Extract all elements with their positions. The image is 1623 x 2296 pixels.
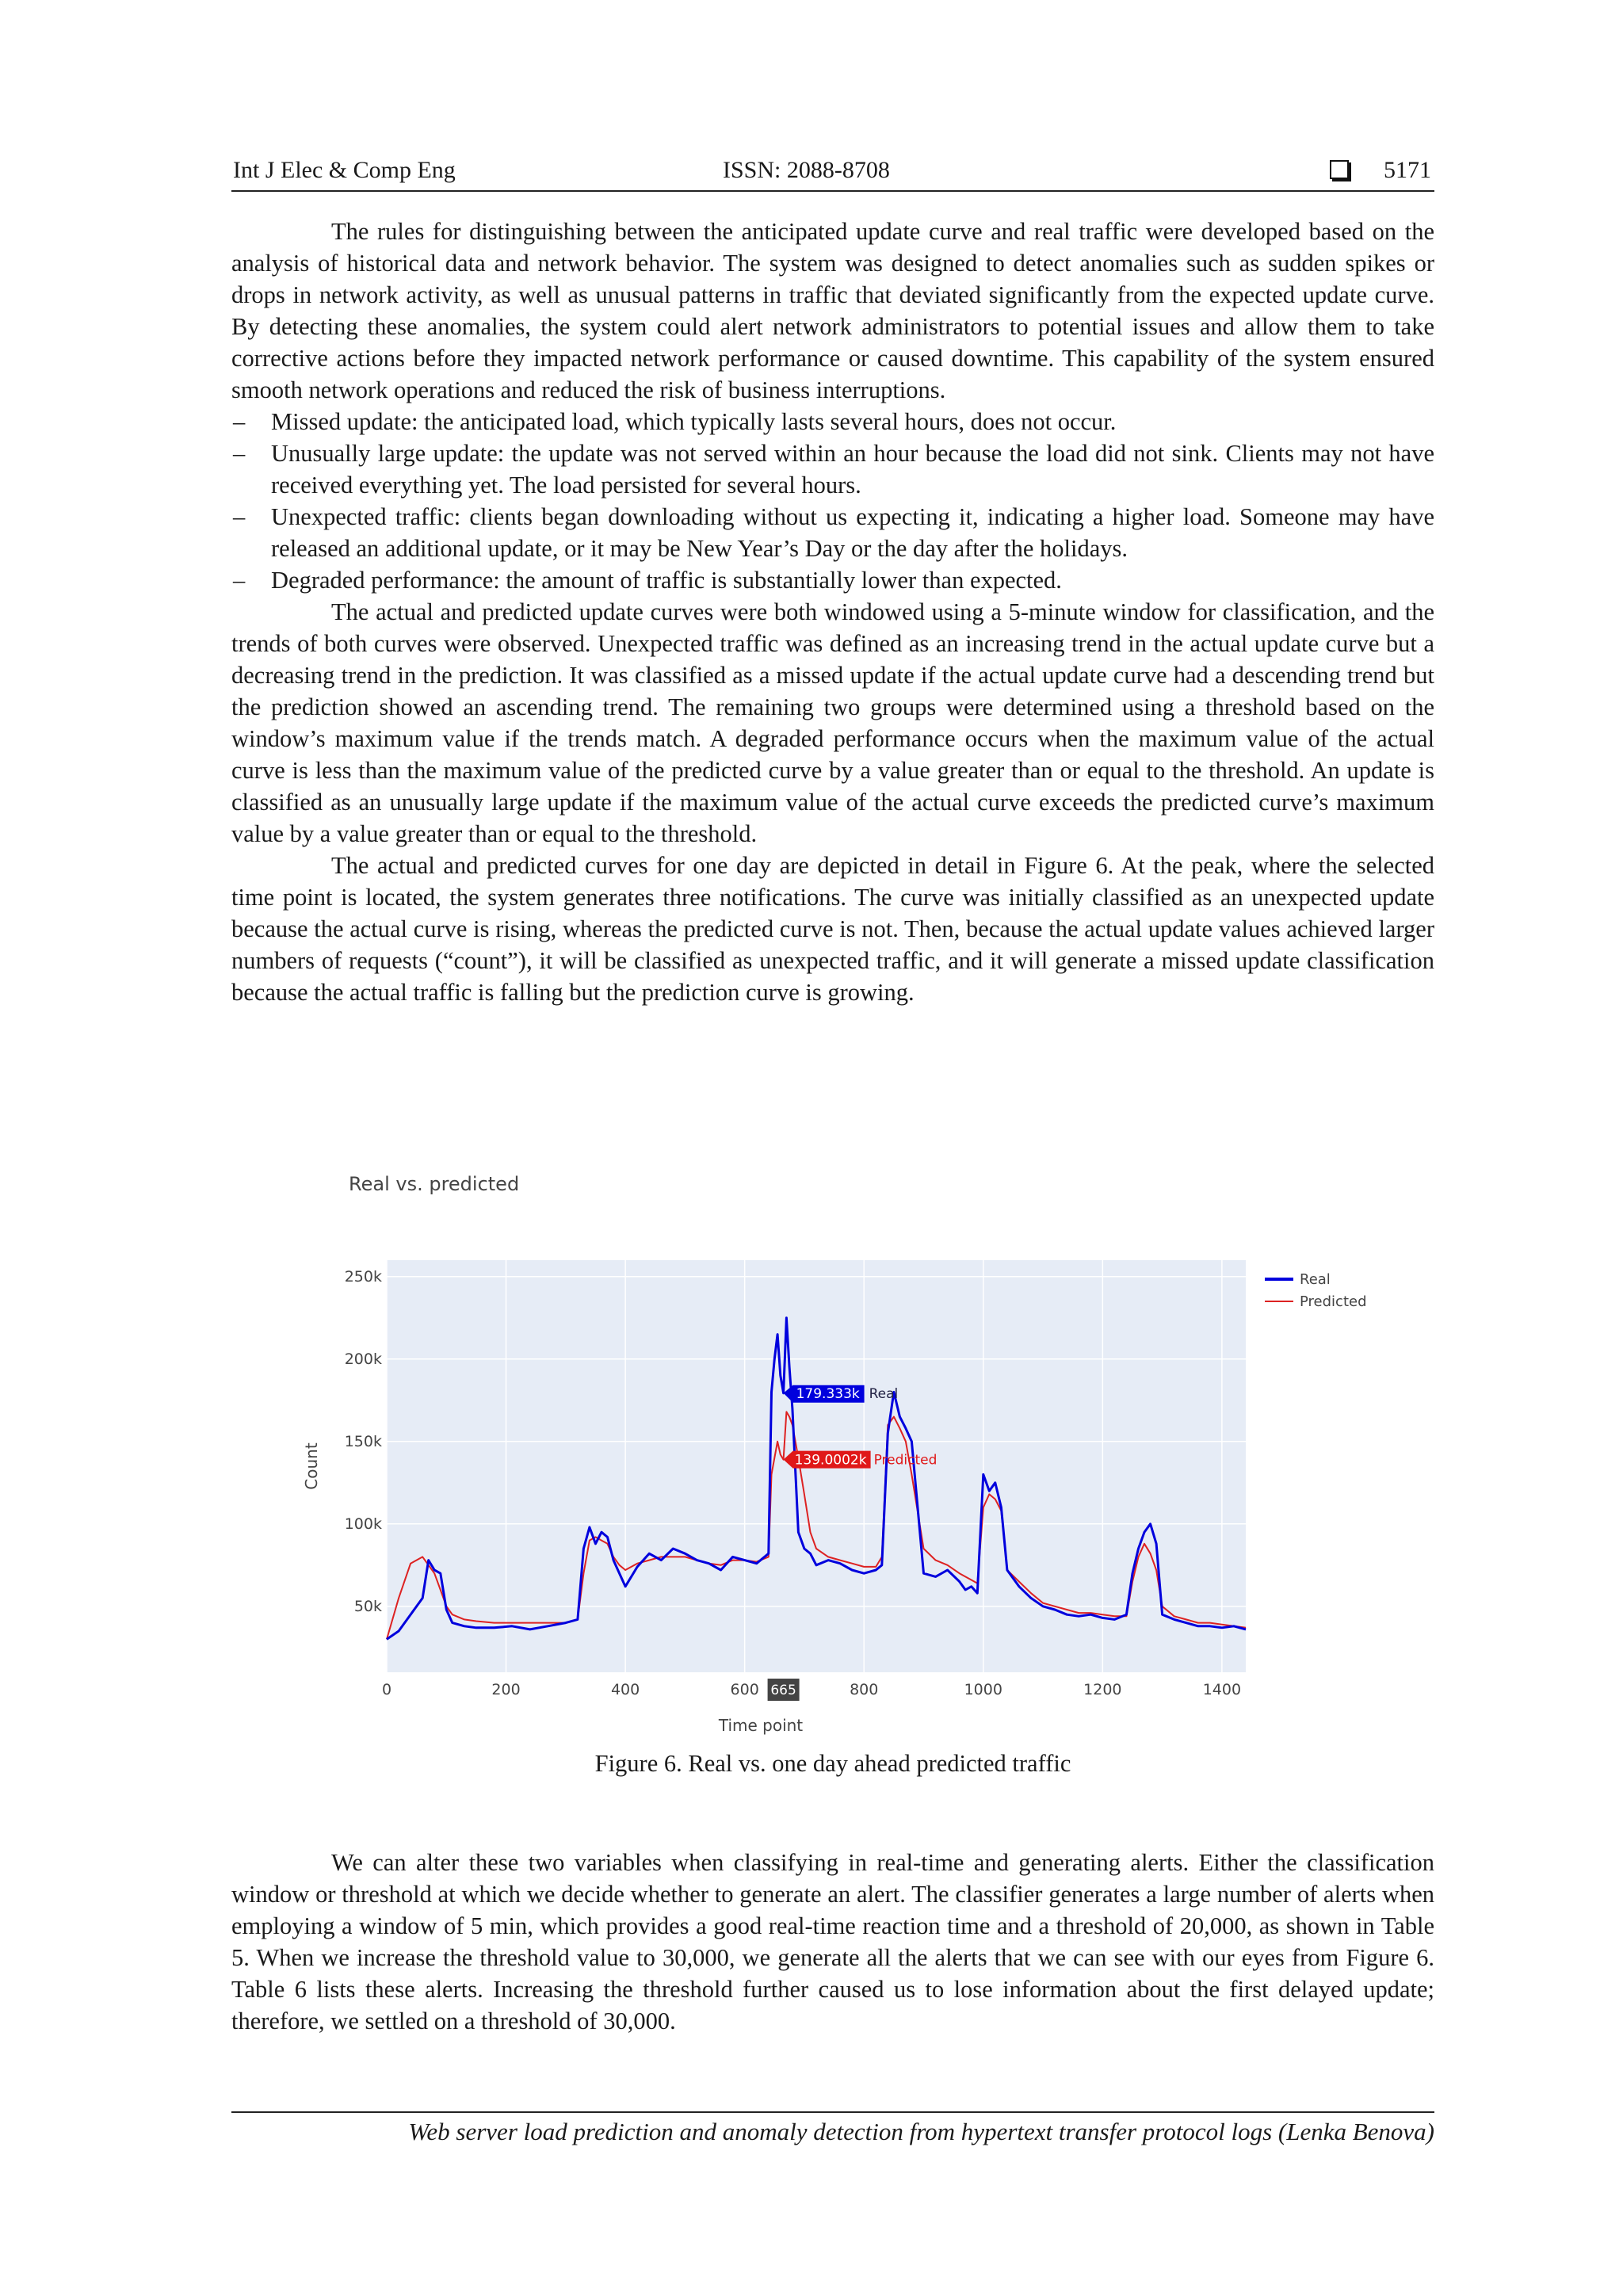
legend-label: Predicted xyxy=(1300,1293,1367,1310)
body-text-top xyxy=(231,216,1434,1008)
hover-real-name: Real xyxy=(869,1385,899,1402)
paragraph: The actual and predicted update curves were both windowed using a 5-minute window for classification, and the trends of both curves were observed. Unexpected traffic was defined as an increasing trend in the actual update curve but a decreasing trend in the prediction. It was classified as a missed update if the actual update curve had a descending trend but the prediction showed an ascending trend. The remaining two groups were determined using a threshold based on the window’s maximum value if the trends match. A degraded performance occurs when the maximum value of the actual curve is less than the maximum value of the predicted curve by a value greater than or equal to the threshold. An update is classified as an unusually large update if the maximum value of the actual curve exceeds the predicted curve’s maximum value by a value greater than or equal to the threshold. xyxy=(231,598,1434,847)
hover-predicted-name: Predicted xyxy=(873,1452,938,1469)
list-item: – Unusually large update: the update was not served within an hour because the load did not sink. Clients may not have received everything yet. The load persisted for several hours. xyxy=(231,437,1434,501)
legend-label: Real xyxy=(1300,1271,1331,1288)
y-tick-label: 200k xyxy=(344,1350,382,1368)
list-item: – Missed update: the anticipated load, which typically lasts several hours, does not occur. xyxy=(231,406,1434,437)
hover-x-value: 665 xyxy=(770,1683,796,1698)
x-tick-label: 600 xyxy=(730,1681,759,1698)
body-text-bottom xyxy=(231,1847,1434,2037)
dash-bullet-icon: – xyxy=(233,567,246,594)
x-tick-label: 1000 xyxy=(964,1681,1002,1698)
running-header xyxy=(231,155,1434,192)
y-tick-label: 150k xyxy=(344,1432,382,1450)
issn: ISSN: 2088-8708 xyxy=(723,157,890,183)
dash-bullet-icon: – xyxy=(233,503,246,530)
figure-caption: Figure 6. Real vs. one day ahead predicted traffic xyxy=(594,1750,1071,1777)
dash-bullet-icon: – xyxy=(233,440,246,467)
x-tick-label: 1200 xyxy=(1083,1681,1122,1698)
running-footer: Web server load prediction and anomaly detection from hypertext transfer protocol logs (Lenka Benova) xyxy=(231,2111,1434,2146)
x-tick-label: 0 xyxy=(381,1681,392,1698)
y-tick-label: 100k xyxy=(344,1515,382,1533)
y-tick-label: 50k xyxy=(353,1597,382,1615)
x-axis-label: Time point xyxy=(718,1716,804,1735)
x-tick-label: 1400 xyxy=(1202,1681,1242,1698)
x-tick-label: 800 xyxy=(850,1681,879,1698)
y-axis-label: Count xyxy=(302,1442,321,1490)
hover-predicted-value: 139.0002k xyxy=(794,1452,867,1469)
paragraph: The rules for distinguishing between the anticipated update curve and real traffic were developed based on the analysis of historical data and network behavior. The system was designed to detect anomalies such as sudden spikes or drops in network activity, as well as unusual patterns in traffic that deviated significantly from the expected update curve. By detecting these anomalies, the system could alert network administrators to potential issues and allow them to take corrective actions before they impacted network performance or caused downtime. This capability of the system ensured smooth network operations and reduced the risk of business interruptions. xyxy=(231,218,1434,403)
y-tick-label: 250k xyxy=(344,1267,382,1286)
x-tick-label: 400 xyxy=(610,1681,640,1698)
dash-bullet-icon: – xyxy=(233,408,246,435)
line-chart[interactable] xyxy=(293,1236,1403,1736)
page-number: 5171 xyxy=(1384,157,1431,183)
square-box-icon xyxy=(1330,160,1349,179)
chart-title: Real vs. predicted xyxy=(349,1173,520,1195)
hover-real-value: 179.333k xyxy=(796,1385,860,1402)
anomaly-list xyxy=(231,406,1434,596)
x-tick-label: 200 xyxy=(491,1681,521,1698)
list-item: – Unexpected traffic: clients began downloading without us expecting it, indicating a higher load. Someone may have released an additional update, or it may be New Year’s Day or the day after the holidays. xyxy=(231,501,1434,564)
journal-name: Int J Elec & Comp Eng xyxy=(233,157,456,183)
list-item: – Degraded performance: the amount of traffic is substantially lower than expected. xyxy=(231,564,1434,596)
paragraph: The actual and predicted curves for one day are depicted in detail in Figure 6. At the peak, where the selected time point is located, the system generates three notifications. The curve was initially classified as an unexpected update because the actual curve is rising, whereas the predicted curve is not. Then, because the actual update values achieved larger numbers of requests (“count”), it will be classified as unexpected traffic, and it will generate a missed update classification because the actual traffic is falling but the prediction curve is growing. xyxy=(231,852,1434,1006)
paragraph: We can alter these two variables when classifying in real-time and generating alerts. Either the classification window or threshold at which we decide whether to generate an alert. The classifier generates a large number of alerts when employing a window of 5 min, which provides a good real-time reaction time and a threshold of 20,000, as shown in Table 5. When we increase the threshold value to 30,000, we generate all the alerts that we can see with our eyes from Figure 6. Table 6 lists these alerts. Increasing the threshold further caused us to lose information about the first delayed update; therefore, we settled on a threshold of 30,000. xyxy=(231,1849,1434,2034)
